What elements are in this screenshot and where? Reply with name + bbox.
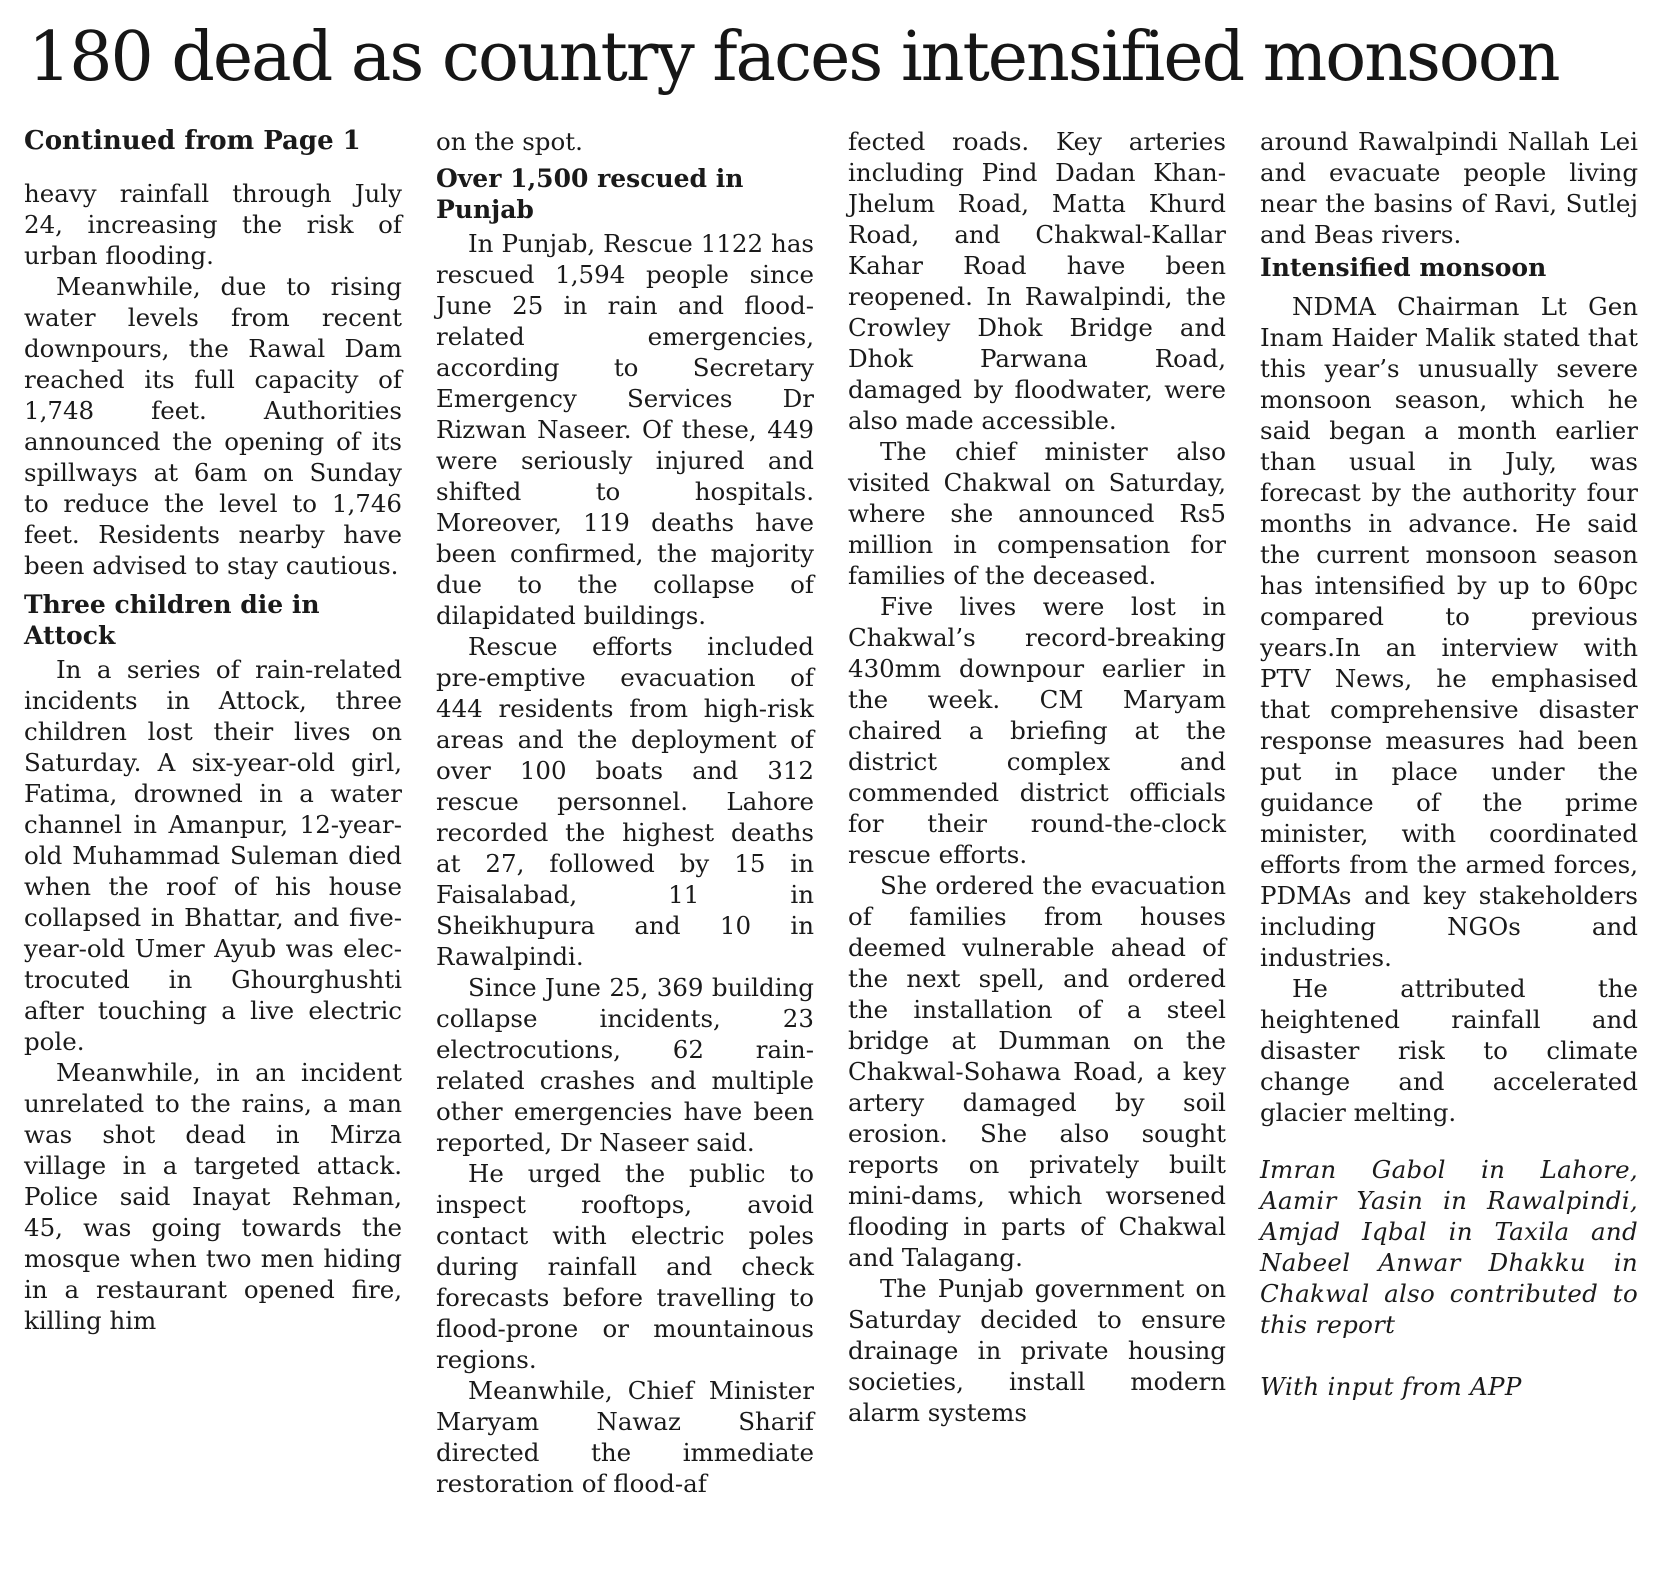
article-column-2 [436, 126, 814, 1499]
input-credit: With input from APP [1260, 1372, 1522, 1401]
paragraph: Meanwhile, due to rising water levels from recent downpours, the Rawal Dam reached its full capacity of 1,748 feet. Authorities announced the opening of its spillways at 6am on Sunday to reduce the level to 1,746 feet. Residents nearby have been advised to stay cautious. [24, 272, 402, 580]
paragraph: heavy rainfall through July 24, increasing the risk of urban flooding. [24, 179, 402, 270]
continued-label: Continued from Page 1 [24, 126, 361, 156]
article-column-4 [1260, 126, 1638, 1402]
paragraph: She ordered the evacuation of families from houses deemed vulnerable ahead of the next spell, and ordered the installation of a steel bridge at Dumman on the Chakwal-Sohawa Road, a key artery damaged by soil erosion. She also sought reports on privately built mini-dams, which worsened flooding in parts of Chakwal and Talagang. [848, 871, 1226, 1272]
paragraph: In Punjab, Rescue 1122 has rescued 1,594 people since June 25 in rain and flood-related emergencies, according to Secretary Emergency Services Dr Rizwan Naseer. Of these, 449 were seriously injured and shifted to hospitals. Moreover, 119 deaths have been confirmed, the majority due to the collapse of dilapidated buildings. [436, 229, 814, 630]
paragraph: Rescue efforts included pre-emptive evacuation of 444 residents from high-risk areas and the deployment of over 100 boats and 312 rescue personnel. Lahore recorded the highest deaths at 27, followed by 15 in Faisalabad, 11 in Sheikhupura and 10 in Rawalpindi. [436, 632, 814, 971]
headline: 180 dead as country faces intensified monsoon [28, 18, 1559, 97]
contributors-credit: Imran Gabol in Lahore, Aamir Yasin in Rawalpindi, Amjad Iqbal in Taxila and Nabeel Anwar Dhakku in Chakwal also contributed to this report [1260, 1155, 1638, 1339]
paragraph: The chief minister also visited Chakwal on Saturday, where she announced Rs5 million in compensation for families of the deceased. [848, 437, 1226, 590]
subheading: Three children die in Attock [24, 590, 320, 650]
paragraph: NDMA Chairman Lt Gen Inam Haider Malik stated that this year’s unusually severe monsoon season, which he said began a month earlier than usual in July, was forecast by the authority four months in advance. He said the current monsoon season has intensified by up to 60pc compared to previous years.In an interview with PTV News, he emphasised that comprehensive disaster response measures had been put in place under the guidance of the prime minister, with coordinated efforts from the armed forces, PDMAs and key stakeholders including NGOs and industries. [1260, 292, 1638, 972]
paragraph: Five lives were lost in Chakwal’s record-breaking 430mm downpour earlier in the week. CM Maryam chaired a briefing at the district complex and commended district officials for their round-the-clock rescue efforts. [848, 592, 1226, 869]
paragraph: He attributed the heightened rainfall and disaster risk to climate change and accelerated glacier melting. [1260, 974, 1638, 1127]
paragraph: In a series of rain-related incidents in Attock, three children lost their lives on Saturday. A six-year-old girl, Fatima, drowned in a water channel in Amanpur, 12-year-old Muhammad Suleman died when the roof of his house collapsed in Bhattar, and five-year-old Umer Ayub was electrocuted in Ghourghushti after touching a live electric pole. [24, 655, 402, 1056]
paragraph: The Punjab government on Saturday decided to ensure drainage in private housing societies, install modern alarm systems [848, 1274, 1226, 1427]
paragraph: fected roads. Key arteries including Pind Dadan Khan-Jhelum Road, Matta Khurd Road, and Chakwal-Kallar Kahar Road have been reopened. In Rawalpindi, the Crowley Dhok Bridge and Dhok Parwana Road, damaged by floodwater, were also made accessible. [848, 127, 1226, 435]
paragraph: He urged the public to inspect rooftops, avoid contact with electric poles during rainfall and check forecasts before travelling to flood-prone or mountainous regions. [436, 1159, 814, 1374]
paragraph: Meanwhile, Chief Minister Maryam Nawaz Sharif directed the immediate restoration of flood-af [436, 1376, 814, 1498]
paragraph: Meanwhile, in an incident unrelated to the rains, a man was shot dead in Mirza village in a targeted attack. Police said Inayat Rehman, 45, was going towards the mosque when two men hiding in a restaurant opened fire, killing him [24, 1058, 402, 1335]
article-column-3 [848, 126, 1226, 1428]
paragraph: on the spot. [436, 127, 583, 156]
paragraph: Since June 25, 369 building collapse incidents, 23 electrocutions, 62 rain-related crashes and multiple other emergencies have been reported, Dr Naseer said. [436, 973, 814, 1157]
subheading: Intensified monsoon [1260, 253, 1547, 282]
paragraph: around Rawalpindi Nallah Lei and evacuate people living near the basins of Ravi, Sutlej and Beas rivers. [1260, 127, 1638, 249]
article-column-1 [24, 126, 402, 1336]
subheading: Over 1,500 rescued in Punjab [436, 164, 744, 224]
